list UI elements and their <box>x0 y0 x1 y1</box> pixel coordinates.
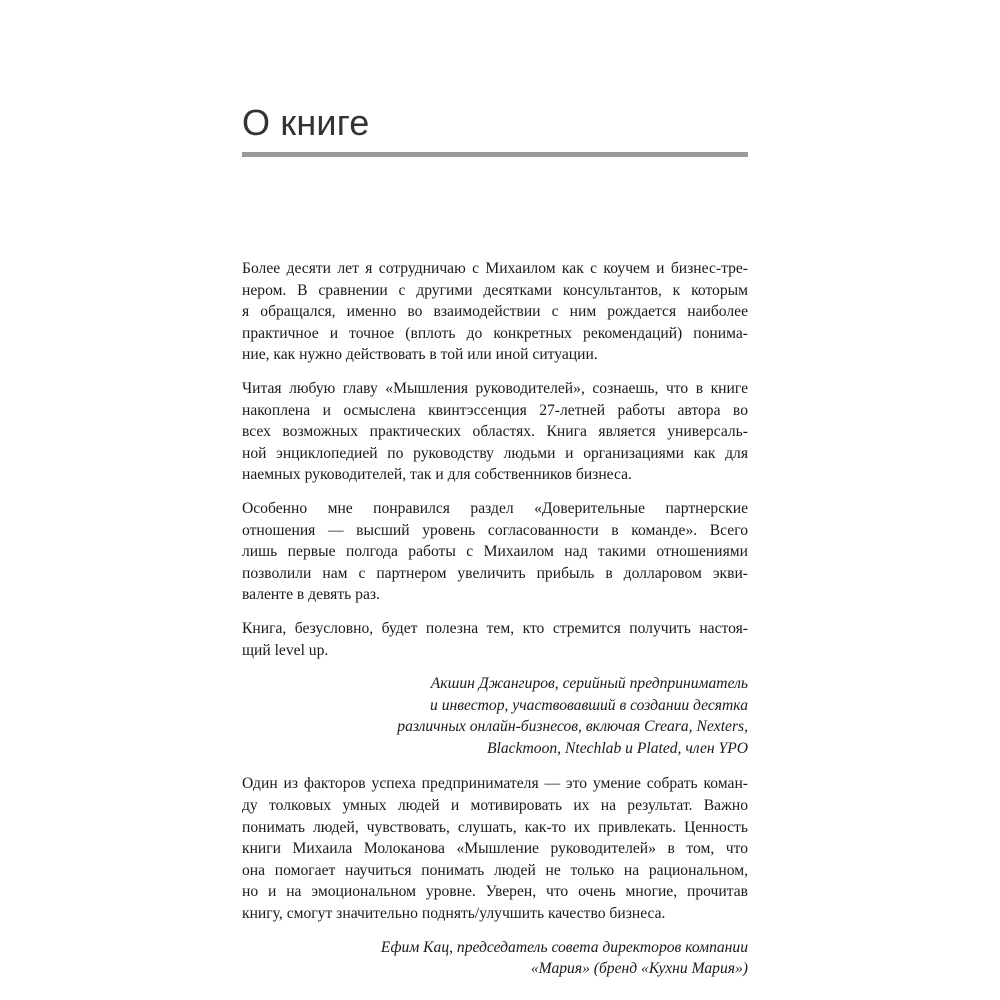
paragraph <box>242 618 748 661</box>
text-line: но и на эмоциональном уровне. Уверен, что очень многие, прочитав <box>242 883 748 901</box>
text-line: отношения — высший уровень согласованности в команде». Всего <box>242 521 748 539</box>
page-title: О книге <box>242 102 370 143</box>
text-line: наемных руководителей, так и для собственников бизнеса. <box>242 466 632 484</box>
text-line: лишь первые полгода работы с Михаилом над такими отношениями <box>242 543 748 561</box>
text-line: понимать людей, чувствовать, слушать, как-то их привлекать. Ценность <box>242 818 748 836</box>
paragraph <box>242 378 748 486</box>
text-line: всех возможных практических областях. Книга является универсаль- <box>242 423 748 441</box>
testimonial-attribution <box>242 673 748 759</box>
text-line: Книга, безусловно, будет полезна тем, кто стремится получить настоя- <box>242 619 748 637</box>
testimonial <box>242 258 748 759</box>
text-line: накоплена и осмыслена квинтэссенция 27-летней работы автора во <box>242 401 748 419</box>
text-line: ние, как нужно действовать в той или иной ситуации. <box>242 346 598 364</box>
paragraph <box>242 258 748 366</box>
paragraph <box>242 498 748 606</box>
attribution-line: Ефим Кац, председатель совета директоров компании <box>380 938 748 956</box>
testimonials-section <box>242 258 748 994</box>
testimonial <box>242 773 748 979</box>
text-line: я обращался, именно во взаимодействии с ним рождается наиболее <box>242 303 748 321</box>
text-line: практичное и точное (вплоть до конкретных рекомендаций) понима- <box>242 324 748 342</box>
testimonial-attribution <box>242 937 748 980</box>
attribution-line: Акшин Джангиров, серийный предприниматель <box>430 675 748 693</box>
attribution-line: Blackmoon, Ntechlab и Plated, член YPO <box>487 739 748 757</box>
text-line: книги Михаила Молоканова «Мышление руководителей» в том, что <box>242 840 748 858</box>
text-line: она помогает научиться понимать людей не только на рациональном, <box>242 861 748 879</box>
text-line: Один из факторов успеха предпринимателя — это умение собрать коман- <box>242 775 748 793</box>
text-line: щий level up. <box>242 641 329 659</box>
text-line: нером. В сравнении с другими десятками консультантов, к которым <box>242 281 748 299</box>
text-line: Более десяти лет я сотрудничаю с Михаилом как с коучем и бизнес-тре- <box>242 260 748 277</box>
attribution-line: и инвестор, участвовавший в создании десятка <box>430 696 748 714</box>
text-line: книгу, смогут значительно поднять/улучшить качество бизнеса. <box>242 905 666 923</box>
text-line: валенте в девять раз. <box>242 586 380 604</box>
text-line: ду толковых умных людей и мотивировать их на результат. Важно <box>242 797 748 815</box>
paragraph <box>242 773 748 924</box>
text-line: ной энциклопедией по руководству людьми и организациями как для <box>242 444 748 462</box>
text-line: Особенно мне понравился раздел «Доверительные партнерские <box>242 499 748 517</box>
attribution-line: различных онлайн-бизнесов, включая Creara, Nexters, <box>397 718 748 736</box>
text-line: Читая любую главу «Мышления руководителей», сознаешь, что в книге <box>242 379 748 397</box>
text-line: позволили нам с партнером увеличить прибыль в долларовом экви- <box>242 564 748 582</box>
attribution-line: «Мария» (бренд «Кухни Мария») <box>530 960 748 978</box>
title-divider <box>242 152 748 157</box>
